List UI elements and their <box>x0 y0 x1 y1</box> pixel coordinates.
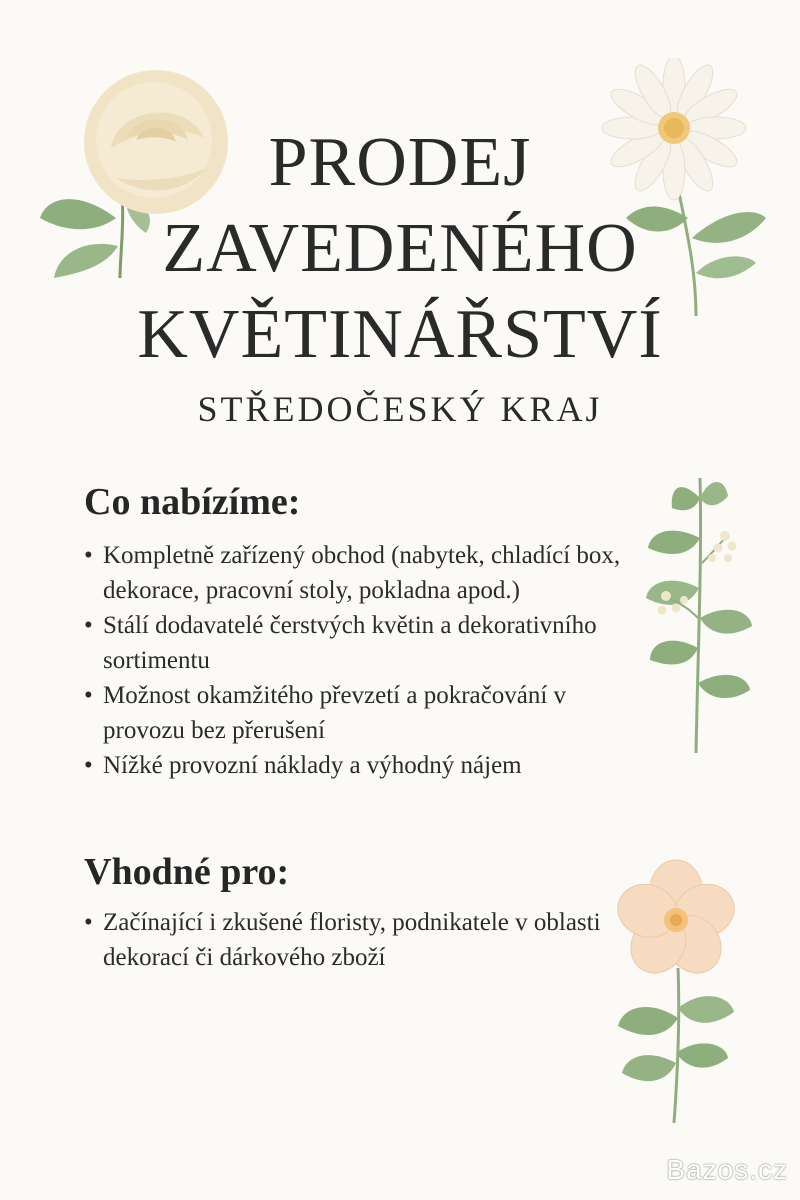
title-line-3: KVĚTINÁŘSTVÍ <box>137 296 663 373</box>
list-item: • Možnost okamžitého převzetí a pokračování v provozu bez přerušení <box>84 678 624 748</box>
sprig-icon <box>640 468 760 758</box>
offer-heading: Co nabízíme: <box>84 481 301 523</box>
suitable-heading: Vhodné pro: <box>84 851 290 893</box>
list-item: • Začínající i zkušené floristy, podnikatele v oblasti dekorací či dárkového zboží <box>84 905 624 975</box>
page-title <box>0 120 800 378</box>
offer-list <box>84 538 624 783</box>
title-line-1: PRODEJ <box>268 124 532 201</box>
title-line-2: ZAVEDENÉHO <box>162 210 638 287</box>
region-subtitle: STŘEDOČESKÝ KRAJ <box>197 389 603 429</box>
list-item: • Stálí dodavatelé čerstvých květin a dekorativního sortimentu <box>84 608 624 678</box>
suitable-list <box>84 905 624 975</box>
peach-flower-icon <box>608 858 748 1128</box>
list-item: • Kompletně zařízený obchod (nabytek, chladící box, dekorace, pracovní stoly, pokladna apod.) <box>84 538 624 608</box>
watermark: Bazos.cz <box>666 1154 788 1185</box>
list-item: • Nížké provozní náklady a výhodný nájem <box>84 748 624 783</box>
